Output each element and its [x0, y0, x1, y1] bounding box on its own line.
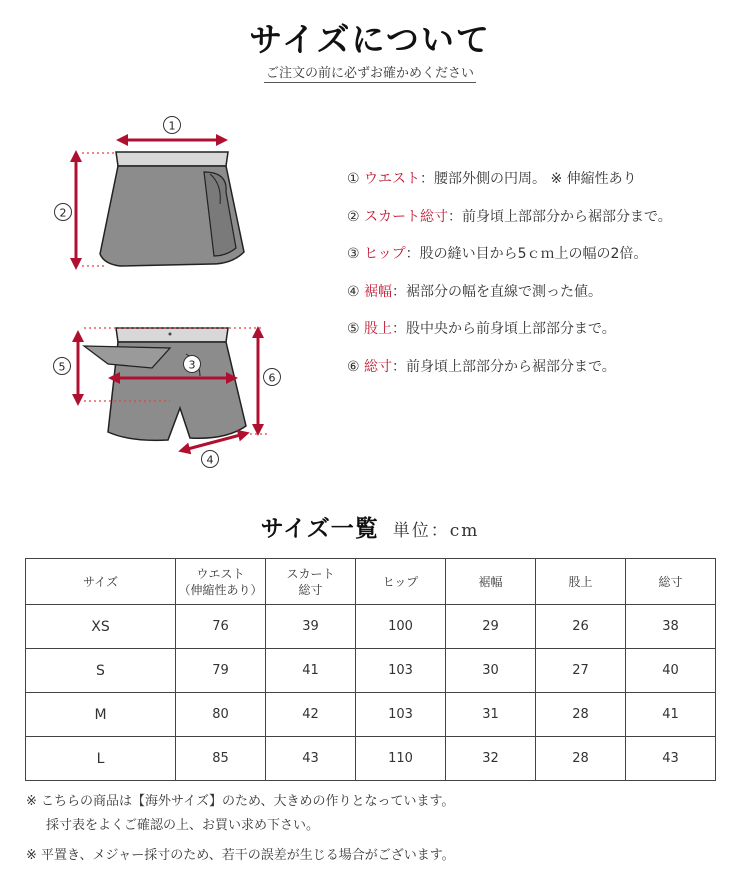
table-cell: 110 [356, 737, 446, 781]
table-cell: 80 [176, 693, 266, 737]
legend-desc: ：前身頃上部部分から裾部分まで。 [392, 358, 616, 375]
table-header-row [26, 559, 716, 605]
legend-item-hip [347, 243, 727, 281]
table-cell: 30 [446, 649, 536, 693]
table-cell: 26 [536, 605, 626, 649]
legend-item-rise [347, 318, 727, 356]
table-cell: 38 [626, 605, 716, 649]
table-cell: 103 [356, 649, 446, 693]
legend-desc: ：腰部外側の円周。 ※ 伸縮性あり [420, 171, 637, 187]
table-cell: XS [26, 605, 176, 649]
header-hip [356, 559, 446, 605]
table-cell: S [26, 649, 176, 693]
table-cell: 32 [446, 737, 536, 781]
table-cell: 76 [176, 605, 266, 649]
table-cell: 39 [266, 605, 356, 649]
table-row [26, 605, 716, 649]
table-row [26, 737, 716, 781]
table-cell: 41 [266, 649, 356, 693]
note-check-table: 採寸表をよくご確認の上、お買い求め下さい。 [46, 818, 320, 833]
measurement-diagram [0, 100, 330, 480]
legend-num: ④ [347, 283, 360, 300]
table-cell: 85 [176, 737, 266, 781]
subtitle-text: ご注文の前に必ずお確かめください [265, 66, 474, 81]
table-cell: 41 [626, 693, 716, 737]
legend-term: ヒップ [364, 246, 406, 262]
table-cell: 28 [536, 693, 626, 737]
marker-2-label: 2 [59, 206, 67, 220]
size-table-unit: 単位：cm [392, 521, 480, 541]
legend-term: 裾幅 [364, 283, 393, 300]
legend-item-total-length [347, 356, 727, 394]
table-cell: 42 [266, 693, 356, 737]
table-cell: 27 [536, 649, 626, 693]
size-table-heading [0, 510, 740, 543]
header-size [26, 559, 176, 605]
legend-desc: ：股中央から前身頃上部部分まで。 [392, 321, 616, 337]
header-line: 股上 [568, 574, 593, 589]
table-cell: 40 [626, 649, 716, 693]
table-cell: 43 [626, 737, 716, 781]
table-row [26, 649, 716, 693]
legend-num: ③ [347, 246, 360, 262]
header-line: 裾幅 [478, 574, 503, 589]
header-rise [536, 559, 626, 605]
table-cell: 43 [266, 737, 356, 781]
table-cell: 100 [356, 605, 446, 649]
legend-term: 股上 [364, 321, 393, 337]
header-line: 総寸 [658, 574, 683, 589]
legend-num: ② [347, 208, 360, 225]
legend-num: ⑥ [347, 358, 360, 375]
page-title: サイズについて [249, 20, 491, 59]
marker-6-label: 6 [268, 371, 276, 385]
size-table [25, 558, 716, 781]
legend-item-hem-width [347, 281, 727, 319]
table-cell: 31 [446, 693, 536, 737]
skirt-illustration [100, 152, 244, 266]
marker-1-label: 1 [168, 119, 176, 133]
legend-num: ① [347, 171, 360, 187]
note-overseas-size: ※ こちらの商品は【海外サイズ】のため、大きめの作りとなっています。 [26, 794, 455, 809]
table-cell: 103 [356, 693, 446, 737]
header-skirt-length [266, 559, 356, 605]
table-cell: 29 [446, 605, 536, 649]
table-cell: 79 [176, 649, 266, 693]
notes [26, 790, 726, 868]
page-subtitle [0, 62, 740, 81]
header-line: 総寸 [298, 582, 323, 597]
header-line: ウエスト [196, 566, 245, 581]
header-line: ヒップ [382, 574, 419, 589]
header-line: （伸縮性あり） [178, 582, 263, 597]
marker-5-label: 5 [58, 360, 66, 374]
marker-4-label: 4 [206, 453, 214, 467]
table-cell: L [26, 737, 176, 781]
legend-desc: ：前身頃上部部分から裾部分まで。 [448, 208, 672, 225]
size-table-title: サイズ一覧 [260, 516, 379, 542]
legend-num: ⑤ [347, 321, 360, 337]
table-cell: M [26, 693, 176, 737]
legend-term: スカート総寸 [364, 208, 449, 225]
legend-desc: ：裾部分の幅を直線で測った値。 [392, 283, 603, 300]
legend-term: ウエスト [364, 171, 421, 187]
legend-term: 総寸 [364, 358, 393, 375]
table-cell: 28 [536, 737, 626, 781]
measurement-legend [347, 168, 727, 393]
note-measurement-error: ※ 平置き、メジャー採寸のため、若干の誤差が生じる場合がございます。 [26, 848, 455, 863]
shorts-illustration [84, 328, 246, 440]
table-row [26, 693, 716, 737]
legend-item-waist [347, 168, 727, 206]
marker-3-label: 3 [188, 358, 196, 372]
header-waist [176, 559, 266, 605]
header-total-length [626, 559, 716, 605]
header-line: スカート [286, 566, 335, 581]
legend-item-skirt-length [347, 206, 727, 244]
header-line: サイズ [82, 574, 119, 589]
legend-desc: ：股の縫い目から5ｃｍ上の幅の2倍。 [405, 246, 648, 262]
header-hem-width [446, 559, 536, 605]
